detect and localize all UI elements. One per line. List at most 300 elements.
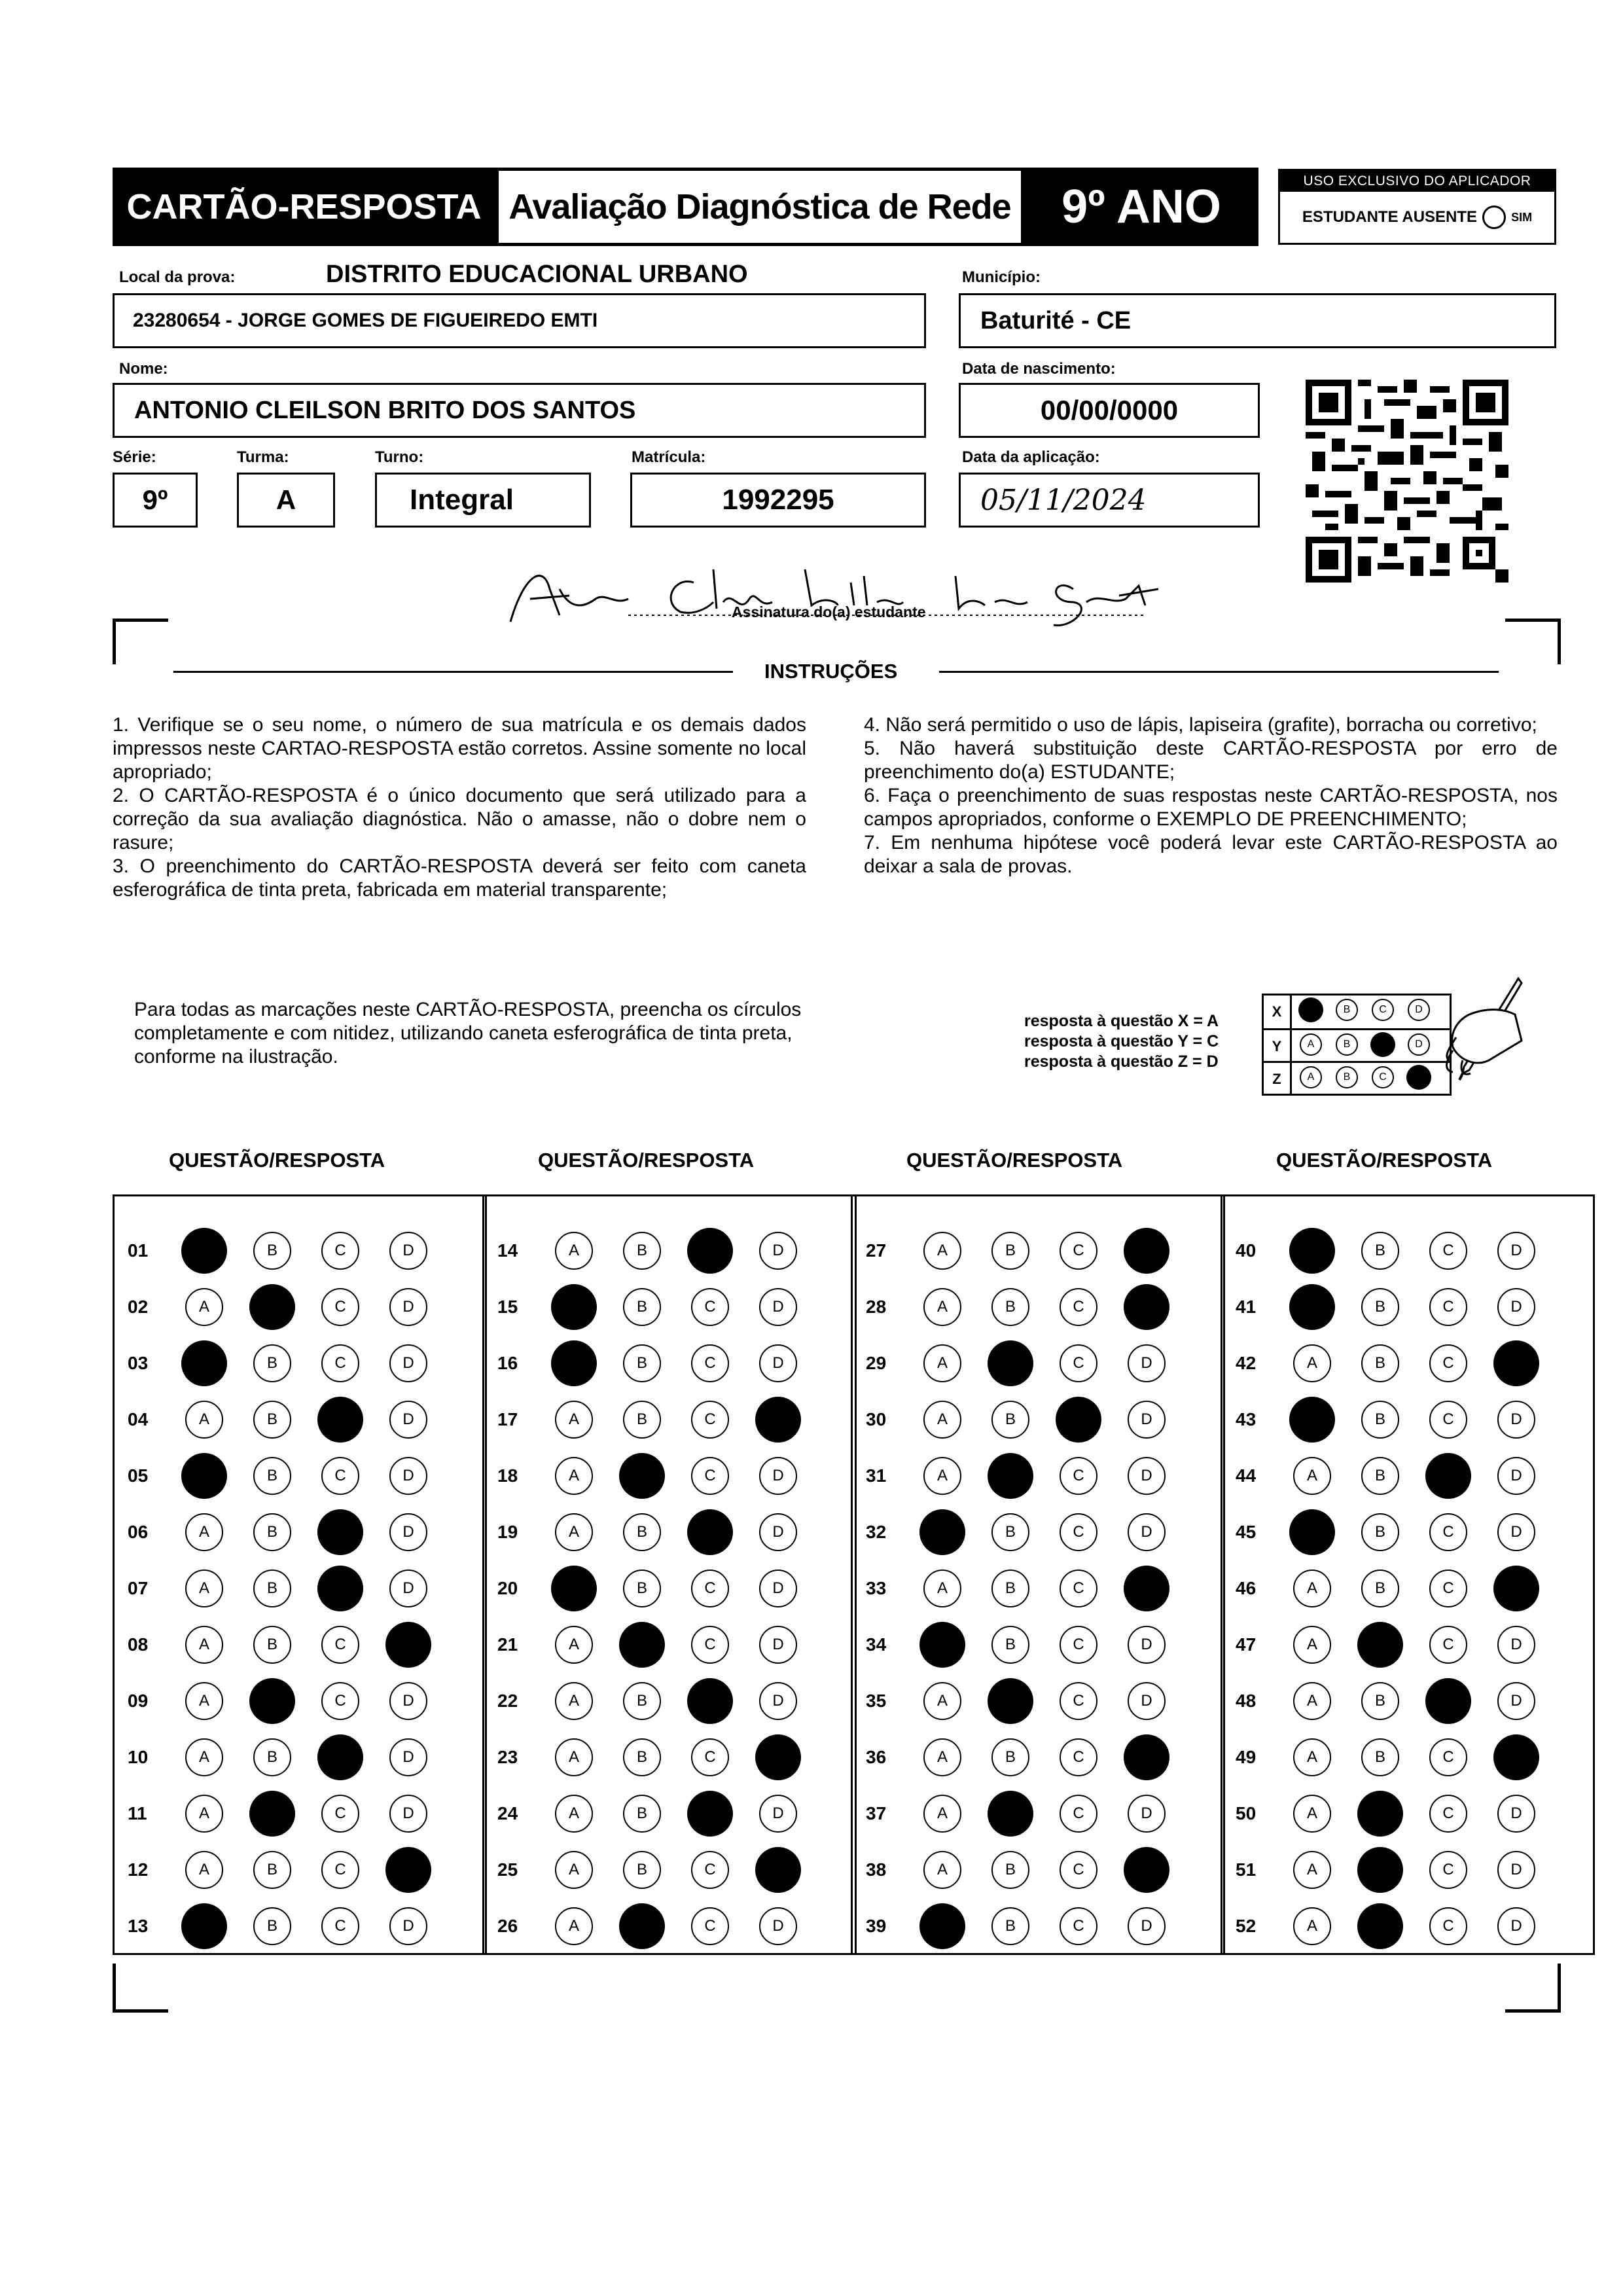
answer-bubble-d[interactable]: D bbox=[1128, 1795, 1166, 1833]
question-number: 50 bbox=[1236, 1803, 1257, 1823]
answer-row bbox=[1222, 1335, 1593, 1391]
answer-bubble-c[interactable]: C bbox=[321, 1626, 359, 1664]
answer-bubble-b[interactable]: B bbox=[253, 1232, 291, 1270]
answer-bubble-filled[interactable] bbox=[619, 1622, 665, 1668]
answer-bubble-c[interactable]: C bbox=[1429, 1795, 1467, 1833]
question-number: 30 bbox=[866, 1409, 887, 1429]
matricula-label: Matrícula: bbox=[632, 448, 706, 466]
answer-bubble-c[interactable]: C bbox=[1429, 1907, 1467, 1945]
answer-bubble-filled[interactable] bbox=[1493, 1566, 1539, 1611]
answer-bubble-filled[interactable] bbox=[1124, 1284, 1169, 1330]
absent-label: ESTUDANTE AUSENTE bbox=[1302, 208, 1478, 226]
school-field bbox=[113, 293, 926, 348]
answer-row bbox=[853, 1279, 1223, 1335]
question-number: 15 bbox=[497, 1297, 518, 1317]
question-number: 04 bbox=[128, 1409, 149, 1429]
legend-x: resposta à questão X = A bbox=[1024, 1012, 1219, 1030]
answer-bubble-d[interactable]: D bbox=[1128, 1682, 1166, 1720]
answer-bubble-b[interactable]: B bbox=[623, 1738, 661, 1776]
answer-bubble-a[interactable]: A bbox=[185, 1513, 223, 1551]
question-number: 21 bbox=[497, 1634, 518, 1655]
question-number: 33 bbox=[866, 1578, 887, 1598]
answer-bubble-b[interactable]: B bbox=[253, 1513, 291, 1551]
answer-bubble-filled[interactable] bbox=[687, 1509, 733, 1555]
answer-bubble-filled[interactable] bbox=[317, 1509, 363, 1555]
answer-bubble-a[interactable]: A bbox=[555, 1907, 593, 1945]
answer-row bbox=[115, 1335, 485, 1391]
absent-checkbox[interactable] bbox=[1482, 206, 1506, 229]
aplicador-box bbox=[1278, 169, 1556, 245]
answer-bubble-filled[interactable] bbox=[919, 1622, 965, 1668]
answer-bubble-c[interactable]: C bbox=[1060, 1570, 1097, 1607]
answer-bubble-b[interactable]: B bbox=[623, 1795, 661, 1833]
answer-bubble-c[interactable]: C bbox=[691, 1570, 729, 1607]
answer-bubble-filled[interactable] bbox=[988, 1453, 1033, 1499]
answer-bubble-a[interactable]: A bbox=[185, 1570, 223, 1607]
answer-bubble-d[interactable]: D bbox=[759, 1344, 797, 1382]
answer-bubble-filled[interactable] bbox=[551, 1566, 597, 1611]
answer-bubble-filled[interactable] bbox=[1289, 1509, 1335, 1555]
answer-bubble-filled[interactable] bbox=[1425, 1453, 1471, 1499]
example-bubble: A bbox=[1300, 1033, 1322, 1056]
answer-bubble-c[interactable]: C bbox=[1429, 1513, 1467, 1551]
question-number: 42 bbox=[1236, 1353, 1257, 1373]
answer-bubble-c[interactable]: C bbox=[1060, 1795, 1097, 1833]
answer-bubble-b[interactable]: B bbox=[991, 1738, 1029, 1776]
answer-bubble-filled[interactable] bbox=[1357, 1903, 1403, 1949]
answer-bubble-filled[interactable] bbox=[1289, 1397, 1335, 1443]
answer-bubble-c[interactable]: C bbox=[691, 1401, 729, 1439]
answer-bubble-d[interactable]: D bbox=[759, 1682, 797, 1720]
legend-z: resposta à questão Z = D bbox=[1024, 1052, 1219, 1071]
answer-bubble-b[interactable]: B bbox=[991, 1626, 1029, 1664]
answer-bubble-c[interactable]: C bbox=[1060, 1626, 1097, 1664]
nome-label: Nome: bbox=[119, 360, 168, 378]
answer-bubble-b[interactable]: B bbox=[1361, 1513, 1399, 1551]
answer-bubble-c[interactable]: C bbox=[1060, 1344, 1097, 1382]
answer-bubble-a[interactable]: A bbox=[923, 1457, 961, 1495]
answer-bubble-c[interactable]: C bbox=[321, 1851, 359, 1889]
example-bubble-filled bbox=[1298, 997, 1323, 1022]
answer-bubble-filled[interactable] bbox=[1425, 1678, 1471, 1724]
answer-bubble-filled[interactable] bbox=[919, 1903, 965, 1949]
answer-bubble-a[interactable]: A bbox=[923, 1401, 961, 1439]
answer-bubble-filled[interactable] bbox=[755, 1397, 801, 1443]
answer-bubble-a[interactable]: A bbox=[555, 1626, 593, 1664]
answer-bubble-filled[interactable] bbox=[385, 1847, 431, 1893]
answer-row bbox=[1222, 1448, 1593, 1504]
answer-row bbox=[1222, 1842, 1593, 1898]
question-number: 29 bbox=[866, 1353, 887, 1373]
answer-bubble-b[interactable]: B bbox=[623, 1513, 661, 1551]
answer-bubble-filled[interactable] bbox=[988, 1340, 1033, 1386]
answer-bubble-c[interactable]: C bbox=[691, 1288, 729, 1326]
example-bubble: A bbox=[1300, 1066, 1322, 1088]
answer-bubble-filled[interactable] bbox=[687, 1228, 733, 1274]
question-number: 19 bbox=[497, 1522, 518, 1542]
turno-label: Turno: bbox=[375, 448, 424, 466]
nascimento-field bbox=[959, 383, 1260, 438]
answer-bubble-c[interactable]: C bbox=[321, 1288, 359, 1326]
answer-bubble-c[interactable]: C bbox=[1060, 1288, 1097, 1326]
answer-bubble-d[interactable]: D bbox=[1128, 1626, 1166, 1664]
answer-bubble-b[interactable]: B bbox=[623, 1344, 661, 1382]
answer-bubble-d[interactable]: D bbox=[1497, 1513, 1535, 1551]
answer-bubble-a[interactable]: A bbox=[1293, 1851, 1331, 1889]
answer-bubble-filled[interactable] bbox=[249, 1284, 295, 1330]
question-number: 14 bbox=[497, 1240, 518, 1261]
answer-bubble-a[interactable]: A bbox=[1293, 1795, 1331, 1833]
answer-bubble-c[interactable]: C bbox=[691, 1457, 729, 1495]
answer-bubble-d[interactable]: D bbox=[1497, 1288, 1535, 1326]
answer-bubble-c[interactable]: C bbox=[1429, 1570, 1467, 1607]
answer-bubble-d[interactable]: D bbox=[389, 1457, 427, 1495]
answer-bubble-filled[interactable] bbox=[687, 1678, 733, 1724]
answer-bubble-a[interactable]: A bbox=[1293, 1457, 1331, 1495]
answer-bubble-c[interactable]: C bbox=[321, 1232, 359, 1270]
answer-bubble-d[interactable]: D bbox=[1497, 1457, 1535, 1495]
answer-bubble-a[interactable]: A bbox=[923, 1288, 961, 1326]
answer-bubble-filled[interactable] bbox=[988, 1791, 1033, 1837]
answer-bubble-c[interactable]: C bbox=[1060, 1738, 1097, 1776]
example-row-label: X bbox=[1264, 996, 1292, 1028]
serie-label: Série: bbox=[113, 448, 156, 466]
column-title: QUESTÃO/RESPOSTA bbox=[1276, 1149, 1493, 1172]
answer-bubble-a[interactable]: A bbox=[555, 1795, 593, 1833]
answer-bubble-b[interactable]: B bbox=[253, 1738, 291, 1776]
answer-bubble-d[interactable]: D bbox=[389, 1288, 427, 1326]
answer-bubble-a[interactable]: A bbox=[923, 1738, 961, 1776]
answer-bubble-b[interactable]: B bbox=[1361, 1738, 1399, 1776]
answer-bubble-c[interactable]: C bbox=[321, 1344, 359, 1382]
answer-bubble-filled[interactable] bbox=[687, 1791, 733, 1837]
answer-bubble-d[interactable]: D bbox=[759, 1795, 797, 1833]
answer-bubble-a[interactable]: A bbox=[923, 1344, 961, 1382]
school-value: 23280654 - JORGE GOMES DE FIGUEIREDO EMTI bbox=[133, 310, 598, 331]
answer-bubble-c[interactable]: C bbox=[1060, 1513, 1097, 1551]
answer-bubble-b[interactable]: B bbox=[991, 1288, 1029, 1326]
answer-bubble-b[interactable]: B bbox=[253, 1401, 291, 1439]
answer-bubble-filled[interactable] bbox=[619, 1453, 665, 1499]
answer-bubble-filled[interactable] bbox=[1289, 1228, 1335, 1274]
answer-bubble-filled[interactable] bbox=[181, 1453, 227, 1499]
answer-bubble-filled[interactable] bbox=[317, 1734, 363, 1780]
answer-bubble-a[interactable]: A bbox=[1293, 1626, 1331, 1664]
answer-bubble-c[interactable]: C bbox=[691, 1738, 729, 1776]
answer-bubble-b[interactable]: B bbox=[253, 1907, 291, 1945]
answer-bubble-filled[interactable] bbox=[385, 1622, 431, 1668]
answer-bubble-d[interactable]: D bbox=[1128, 1513, 1166, 1551]
answer-bubble-b[interactable]: B bbox=[253, 1626, 291, 1664]
answer-bubble-b[interactable]: B bbox=[623, 1570, 661, 1607]
column-title: QUESTÃO/RESPOSTA bbox=[538, 1149, 755, 1172]
question-number: 27 bbox=[866, 1240, 887, 1261]
answer-column bbox=[482, 1194, 857, 1955]
answer-bubble-d[interactable]: D bbox=[1128, 1344, 1166, 1382]
answer-bubble-b[interactable]: B bbox=[1361, 1682, 1399, 1720]
example-bubble: B bbox=[1336, 1033, 1358, 1056]
question-number: 17 bbox=[497, 1409, 518, 1429]
column-title: QUESTÃO/RESPOSTA bbox=[906, 1149, 1123, 1172]
corner-mark-tr-v bbox=[1558, 619, 1561, 664]
answer-bubble-b[interactable]: B bbox=[623, 1682, 661, 1720]
answer-bubble-d[interactable]: D bbox=[389, 1232, 427, 1270]
answer-bubble-a[interactable]: A bbox=[555, 1232, 593, 1270]
answer-bubble-filled[interactable] bbox=[181, 1340, 227, 1386]
nascimento-label: Data de nascimento: bbox=[962, 360, 1116, 378]
answer-row bbox=[115, 1729, 485, 1785]
answer-bubble-b[interactable]: B bbox=[991, 1513, 1029, 1551]
answer-bubble-d[interactable]: D bbox=[1497, 1795, 1535, 1833]
answer-bubble-c[interactable]: C bbox=[1429, 1401, 1467, 1439]
answer-bubble-filled[interactable] bbox=[619, 1903, 665, 1949]
answer-bubble-b[interactable]: B bbox=[253, 1570, 291, 1607]
example-bubble: B bbox=[1336, 999, 1358, 1021]
answer-bubble-filled[interactable] bbox=[1124, 1847, 1169, 1893]
answer-bubble-d[interactable]: D bbox=[759, 1626, 797, 1664]
answer-bubble-d[interactable]: D bbox=[1497, 1232, 1535, 1270]
question-number: 22 bbox=[497, 1691, 518, 1711]
question-number: 20 bbox=[497, 1578, 518, 1598]
answer-bubble-filled[interactable] bbox=[988, 1678, 1033, 1724]
nome-field bbox=[113, 383, 926, 438]
answer-bubble-b[interactable]: B bbox=[991, 1401, 1029, 1439]
question-number: 16 bbox=[497, 1353, 518, 1373]
answer-column bbox=[851, 1194, 1225, 1955]
question-number: 01 bbox=[128, 1240, 149, 1261]
question-number: 46 bbox=[1236, 1578, 1257, 1598]
question-number: 26 bbox=[497, 1916, 518, 1936]
answer-row bbox=[853, 1335, 1223, 1391]
answer-bubble-d[interactable]: D bbox=[389, 1570, 427, 1607]
answer-bubble-c[interactable]: C bbox=[691, 1907, 729, 1945]
answer-bubble-d[interactable]: D bbox=[1497, 1851, 1535, 1889]
answer-row bbox=[484, 1223, 855, 1279]
answer-bubble-filled[interactable] bbox=[1357, 1791, 1403, 1837]
answer-bubble-b[interactable]: B bbox=[991, 1570, 1029, 1607]
answer-bubble-a[interactable]: A bbox=[923, 1851, 961, 1889]
question-number: 02 bbox=[128, 1297, 149, 1317]
answer-bubble-a[interactable]: A bbox=[555, 1682, 593, 1720]
answer-bubble-filled[interactable] bbox=[249, 1791, 295, 1837]
answer-bubble-c[interactable]: C bbox=[1060, 1851, 1097, 1889]
answer-bubble-d[interactable]: D bbox=[1128, 1907, 1166, 1945]
answer-bubble-d[interactable]: D bbox=[389, 1401, 427, 1439]
answer-bubble-b[interactable]: B bbox=[623, 1851, 661, 1889]
answer-bubble-filled[interactable] bbox=[755, 1734, 801, 1780]
answer-bubble-b[interactable]: B bbox=[623, 1288, 661, 1326]
answer-bubble-filled[interactable] bbox=[317, 1566, 363, 1611]
answer-bubble-c[interactable]: C bbox=[1429, 1626, 1467, 1664]
answer-bubble-a[interactable]: A bbox=[185, 1738, 223, 1776]
answer-bubble-c[interactable]: C bbox=[1060, 1907, 1097, 1945]
answer-bubble-c[interactable]: C bbox=[691, 1626, 729, 1664]
answer-bubble-filled[interactable] bbox=[919, 1509, 965, 1555]
answer-bubble-b[interactable]: B bbox=[1361, 1457, 1399, 1495]
answer-bubble-a[interactable]: A bbox=[1293, 1682, 1331, 1720]
answer-bubble-a[interactable]: A bbox=[923, 1795, 961, 1833]
answer-row bbox=[484, 1673, 855, 1729]
answer-row bbox=[1222, 1279, 1593, 1335]
answer-bubble-a[interactable]: A bbox=[923, 1682, 961, 1720]
answer-bubble-filled[interactable] bbox=[1124, 1734, 1169, 1780]
answer-bubble-filled[interactable] bbox=[1056, 1397, 1101, 1443]
example-bubble-filled bbox=[1370, 1032, 1395, 1057]
answer-bubble-a[interactable]: A bbox=[1293, 1570, 1331, 1607]
answer-bubble-filled[interactable] bbox=[551, 1284, 597, 1330]
question-number: 39 bbox=[866, 1916, 887, 1936]
answer-bubble-d[interactable]: D bbox=[759, 1570, 797, 1607]
answer-bubble-a[interactable]: A bbox=[185, 1851, 223, 1889]
answer-bubble-c[interactable]: C bbox=[691, 1851, 729, 1889]
answer-bubble-a[interactable]: A bbox=[185, 1626, 223, 1664]
answer-bubble-filled[interactable] bbox=[1357, 1622, 1403, 1668]
answer-bubble-b[interactable]: B bbox=[1361, 1288, 1399, 1326]
corner-mark-tl bbox=[113, 619, 168, 622]
answer-bubble-a[interactable]: A bbox=[185, 1682, 223, 1720]
answer-bubble-filled[interactable] bbox=[1493, 1734, 1539, 1780]
answer-bubble-a[interactable]: A bbox=[555, 1513, 593, 1551]
question-number: 43 bbox=[1236, 1409, 1257, 1429]
answer-bubble-a[interactable]: A bbox=[555, 1401, 593, 1439]
answer-bubble-c[interactable]: C bbox=[1060, 1232, 1097, 1270]
answer-bubble-a[interactable]: A bbox=[555, 1851, 593, 1889]
question-number: 24 bbox=[497, 1803, 518, 1823]
answer-bubble-filled[interactable] bbox=[1124, 1228, 1169, 1274]
answer-bubble-c[interactable]: C bbox=[321, 1907, 359, 1945]
answer-bubble-b[interactable]: B bbox=[1361, 1570, 1399, 1607]
answer-bubble-filled[interactable] bbox=[249, 1678, 295, 1724]
answer-bubble-c[interactable]: C bbox=[1429, 1851, 1467, 1889]
answer-bubble-d[interactable]: D bbox=[389, 1907, 427, 1945]
answer-bubble-d[interactable]: D bbox=[759, 1907, 797, 1945]
answer-row bbox=[484, 1391, 855, 1448]
answer-bubble-d[interactable]: D bbox=[1128, 1457, 1166, 1495]
corner-mark-br bbox=[1505, 2009, 1561, 2013]
answer-row bbox=[853, 1673, 1223, 1729]
answer-bubble-c[interactable]: C bbox=[321, 1795, 359, 1833]
answer-row bbox=[115, 1785, 485, 1842]
answer-bubble-filled[interactable] bbox=[1124, 1566, 1169, 1611]
answer-bubble-d[interactable]: D bbox=[759, 1513, 797, 1551]
instruction-3: 3. O preenchimento do CARTÃO-RESPOSTA deverá ser feito com caneta esferográfica de tinta preta, fabricada em material transparente; bbox=[113, 855, 806, 901]
answer-bubble-d[interactable]: D bbox=[759, 1457, 797, 1495]
answer-bubble-filled[interactable] bbox=[1357, 1847, 1403, 1893]
answer-bubble-d[interactable]: D bbox=[759, 1232, 797, 1270]
answer-bubble-b[interactable]: B bbox=[1361, 1401, 1399, 1439]
answer-bubble-d[interactable]: D bbox=[389, 1682, 427, 1720]
answer-bubble-b[interactable]: B bbox=[253, 1344, 291, 1382]
answer-bubble-b[interactable]: B bbox=[623, 1401, 661, 1439]
answer-bubble-b[interactable]: B bbox=[1361, 1232, 1399, 1270]
answer-bubble-c[interactable]: C bbox=[1429, 1738, 1467, 1776]
serie-value: 9º bbox=[142, 484, 168, 515]
turma-value: A bbox=[276, 484, 296, 515]
answer-bubble-c[interactable]: C bbox=[1429, 1288, 1467, 1326]
question-number: 05 bbox=[128, 1465, 149, 1486]
answer-bubble-filled[interactable] bbox=[317, 1397, 363, 1443]
answer-bubble-a[interactable]: A bbox=[1293, 1907, 1331, 1945]
answer-row bbox=[484, 1785, 855, 1842]
instructions-left bbox=[113, 713, 806, 902]
answer-row bbox=[484, 1842, 855, 1898]
answer-bubble-c[interactable]: C bbox=[1060, 1457, 1097, 1495]
answer-bubble-a[interactable]: A bbox=[555, 1457, 593, 1495]
answer-bubble-d[interactable]: D bbox=[389, 1513, 427, 1551]
answer-bubble-c[interactable]: C bbox=[1429, 1344, 1467, 1382]
answer-bubble-b[interactable]: B bbox=[991, 1907, 1029, 1945]
answer-bubble-a[interactable]: A bbox=[1293, 1344, 1331, 1382]
answer-bubble-d[interactable]: D bbox=[389, 1344, 427, 1382]
answer-bubble-filled[interactable] bbox=[1289, 1284, 1335, 1330]
answer-row bbox=[1222, 1673, 1593, 1729]
instruction-5: 5. Não haverá substituição deste CARTÃO-RESPOSTA por erro de preenchimento do(a) ESTUDANTE; bbox=[864, 738, 1558, 783]
answer-bubble-a[interactable]: A bbox=[185, 1288, 223, 1326]
answer-bubble-filled[interactable] bbox=[1493, 1340, 1539, 1386]
answer-row bbox=[115, 1560, 485, 1617]
answer-row bbox=[1222, 1560, 1593, 1617]
answer-bubble-c[interactable]: C bbox=[321, 1457, 359, 1495]
answer-bubble-b[interactable]: B bbox=[991, 1232, 1029, 1270]
answer-bubble-c[interactable]: C bbox=[1060, 1682, 1097, 1720]
answer-bubble-filled[interactable] bbox=[551, 1340, 597, 1386]
answer-bubble-filled[interactable] bbox=[181, 1903, 227, 1949]
aplicacao-value: 05/11/2024 bbox=[980, 483, 1147, 517]
answer-bubble-c[interactable]: C bbox=[691, 1344, 729, 1382]
answer-bubble-d[interactable]: D bbox=[1128, 1401, 1166, 1439]
answer-bubble-filled[interactable] bbox=[755, 1847, 801, 1893]
answer-row bbox=[484, 1729, 855, 1785]
answer-bubble-b[interactable]: B bbox=[253, 1457, 291, 1495]
answer-bubble-d[interactable]: D bbox=[389, 1795, 427, 1833]
answer-bubble-a[interactable]: A bbox=[923, 1570, 961, 1607]
answer-bubble-d[interactable]: D bbox=[1497, 1626, 1535, 1664]
answer-row bbox=[853, 1391, 1223, 1448]
answer-bubble-d[interactable]: D bbox=[759, 1288, 797, 1326]
answer-bubble-c[interactable]: C bbox=[1429, 1232, 1467, 1270]
answer-bubble-filled[interactable] bbox=[181, 1228, 227, 1274]
answer-bubble-a[interactable]: A bbox=[185, 1401, 223, 1439]
answer-bubble-d[interactable]: D bbox=[1497, 1682, 1535, 1720]
question-number: 07 bbox=[128, 1578, 149, 1598]
turno-field bbox=[375, 473, 591, 528]
answer-bubble-b[interactable]: B bbox=[253, 1851, 291, 1889]
answer-bubble-a[interactable]: A bbox=[185, 1795, 223, 1833]
example-row bbox=[1264, 996, 1450, 1028]
answer-bubble-d[interactable]: D bbox=[1497, 1907, 1535, 1945]
answer-bubble-c[interactable]: C bbox=[321, 1682, 359, 1720]
question-number: 28 bbox=[866, 1297, 887, 1317]
answer-bubble-d[interactable]: D bbox=[1497, 1401, 1535, 1439]
question-number: 09 bbox=[128, 1691, 149, 1711]
answer-bubble-a[interactable]: A bbox=[923, 1232, 961, 1270]
answer-row bbox=[1222, 1898, 1593, 1954]
answer-row bbox=[853, 1448, 1223, 1504]
question-number: 40 bbox=[1236, 1240, 1257, 1261]
answer-bubble-b[interactable]: B bbox=[623, 1232, 661, 1270]
question-number: 11 bbox=[128, 1803, 147, 1823]
answer-bubble-b[interactable]: B bbox=[1361, 1344, 1399, 1382]
question-number: 35 bbox=[866, 1691, 887, 1711]
question-number: 47 bbox=[1236, 1634, 1257, 1655]
answer-bubble-d[interactable]: D bbox=[389, 1738, 427, 1776]
question-number: 44 bbox=[1236, 1465, 1257, 1486]
answer-bubble-b[interactable]: B bbox=[991, 1851, 1029, 1889]
answer-bubble-a[interactable]: A bbox=[555, 1738, 593, 1776]
answer-bubble-a[interactable]: A bbox=[1293, 1738, 1331, 1776]
signature-label: Assinatura do(a) estudante bbox=[732, 603, 926, 620]
instructions-right bbox=[864, 713, 1558, 878]
